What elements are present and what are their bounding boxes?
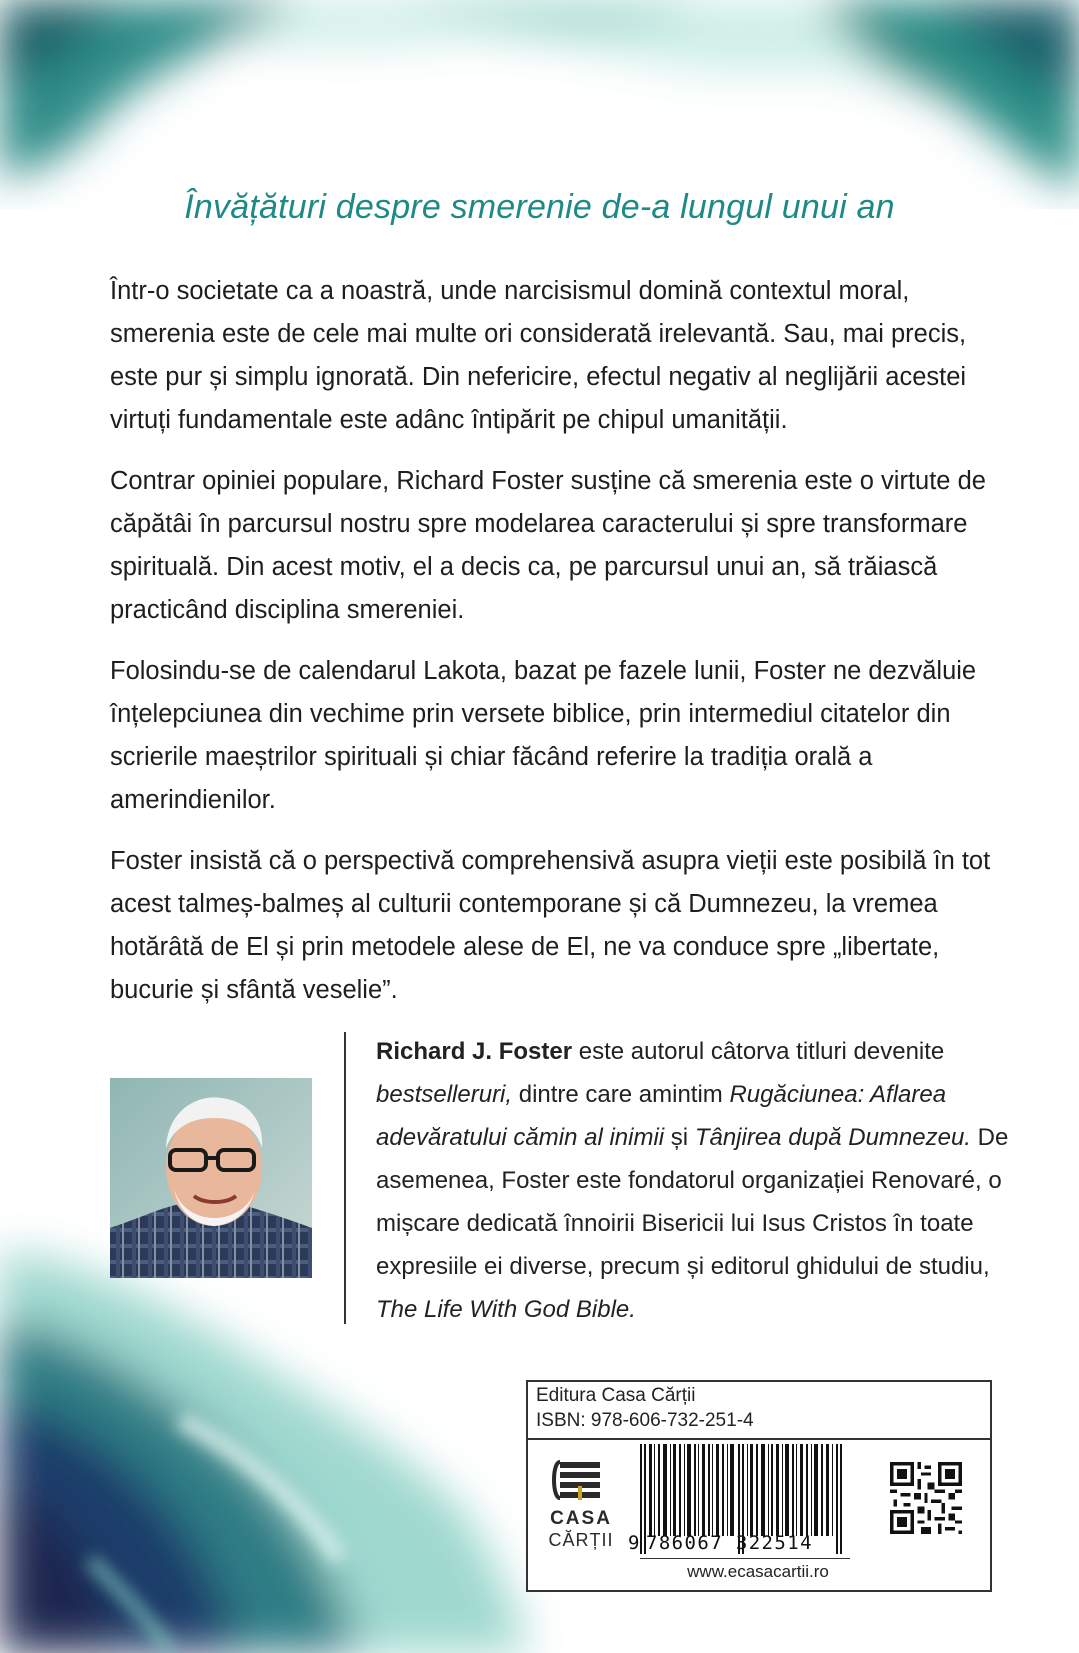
book-title: Tânjirea după Dumnezeu. <box>694 1124 971 1151</box>
qr-code <box>890 1462 962 1534</box>
author-bio <box>376 1030 1036 1331</box>
bio-text: este autorul câtorva titluri devenite <box>572 1038 945 1065</box>
logo-cartii: CĂRȚII <box>548 1530 614 1550</box>
bio-italic: bestselleruri, <box>376 1081 513 1108</box>
publisher-logo <box>546 1458 616 1548</box>
blurb-paragraph: Contrar opiniei populare, Richard Foster susține că smerenia este o virtute de căpătâi în parcursul nostru spre modelarea caracterului și spre transformare spirituală. Din acest motiv, el a decis ca, pe parcursul unui an, să trăiască practicând disciplina smereniei. <box>110 467 986 624</box>
divider-line <box>344 1032 346 1324</box>
bio-text: dintre care amintim <box>512 1081 730 1108</box>
blurb-paragraph: Într-o societate ca a noastră, unde narcisismul domină contextul moral, smerenia este de cele mai multe ori considerată irelevantă. Sau, mai precis, este pur și simplu ignorată. Din nefericire, efectul negativ al neglijării acestei virtuți fundamentale este adânc întipărit pe chipul umanității. <box>110 277 967 434</box>
book-title: The Life With God Bible. <box>376 1296 636 1323</box>
separator <box>528 1438 990 1440</box>
tagline: Învățături despre smerenie de-a lungul unui an <box>184 188 895 226</box>
author-photo <box>110 1078 312 1278</box>
blurb <box>110 270 1010 1030</box>
book-stack-icon <box>546 1458 616 1508</box>
barcode-first-digit: 9 <box>628 1532 641 1554</box>
blurb-paragraph: Foster insistă că o perspectivă comprehensivă asupra vieții este posibilă în tot acest talmeș-balmeș al culturii contemporane și că Dumnezeu, la vremea hotărâtă de El și prin metodele alese de El, ne va conduce spre „libertate, bucurie și sfântă veselie”. <box>110 847 991 1004</box>
website-rule <box>640 1558 850 1559</box>
barcode-number: 786067 322514 <box>646 1532 813 1554</box>
bio-text: De asemenea, Foster este fondatorul organizației Renovaré, o mișcare dedicată înnoirii Bisericii lui Isus Cristos în toate expresiile ei diverse, precum și editorul ghidului de studiu, <box>376 1124 1009 1280</box>
imprint-box <box>526 1380 992 1592</box>
website[interactable]: www.ecasacartii.ro <box>687 1562 829 1581</box>
isbn: ISBN: 978-606-732-251-4 <box>536 1410 754 1431</box>
bio-text: și <box>664 1124 695 1151</box>
author-name: Richard J. Foster <box>376 1038 573 1065</box>
book-title: Rugăciunea: Aflarea adevăratului cămin al inimii <box>376 1081 947 1151</box>
logo-casa: CASA <box>550 1508 612 1529</box>
publisher-name: Editura Casa Cărții <box>536 1385 696 1406</box>
blurb-paragraph: Folosindu-se de calendarul Lakota, bazat pe fazele lunii, Foster ne dezvăluie înțelepciunea din vechime prin versete biblice, prin intermediul citatelor din scrierile maeștrilor spirituali și chiar făcând referire la tradiția orală a amerindienilor. <box>110 657 977 814</box>
